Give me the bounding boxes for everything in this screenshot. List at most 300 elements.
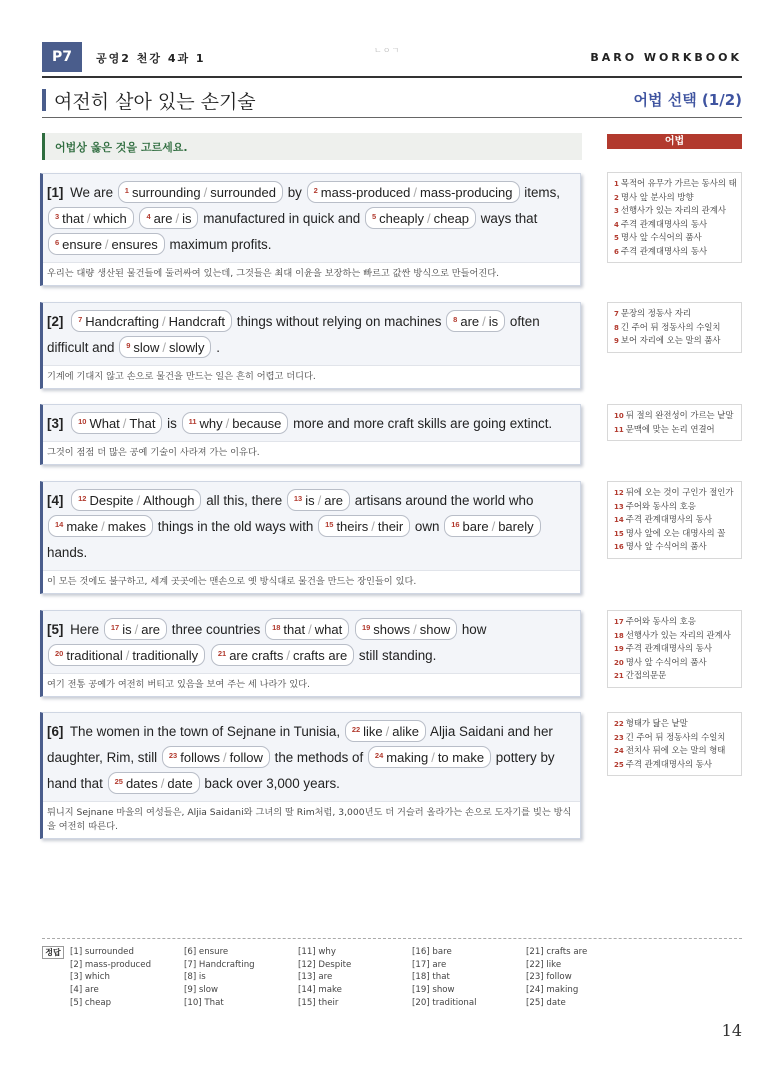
answer-item: [18] that — [412, 972, 450, 983]
sentence-text: three countries — [171, 622, 261, 637]
question-box-2 — [40, 302, 581, 389]
choice-separator: / — [413, 622, 417, 637]
choice-option-a[interactable]: follows — [180, 750, 220, 765]
hint-item — [614, 717, 738, 731]
hint-number: 5 — [614, 234, 619, 242]
answer-item: [13] are — [298, 972, 333, 983]
hint-text: 명사 앞 수식어의 품사 — [620, 232, 702, 242]
section-label: 어법 선택 (1/2) — [633, 91, 742, 109]
sentence-text: is — [167, 416, 177, 431]
choice-pill[interactable] — [307, 181, 520, 203]
hint-item — [614, 204, 738, 218]
sentence-text: all this, there — [206, 493, 283, 508]
choice-option-a[interactable]: theirs — [336, 519, 369, 534]
choice-option-a[interactable]: make — [66, 519, 99, 534]
choice-option-b[interactable]: because — [232, 416, 282, 431]
choice-separator: / — [86, 211, 91, 226]
choice-option-b[interactable]: follow — [229, 750, 263, 765]
choice-pill[interactable] — [368, 746, 491, 768]
choice-separator: / — [225, 416, 230, 431]
hint-item — [614, 656, 738, 670]
question-box-6 — [40, 712, 581, 839]
hint-item — [614, 527, 738, 541]
answer-column-5 — [526, 946, 587, 1010]
choice-number: 15 — [325, 520, 334, 529]
hint-number: 8 — [614, 323, 619, 332]
choice-option-a[interactable]: mass-produced — [320, 185, 411, 200]
choice-pill[interactable] — [182, 412, 289, 434]
hint-item — [614, 513, 738, 527]
hint-item — [614, 321, 738, 335]
choice-option-a[interactable]: surrounding — [131, 185, 201, 200]
choice-option-b[interactable]: makes — [107, 519, 147, 534]
sentence-text: The women in the town of Sejnane in Tunisia, — [69, 724, 341, 739]
choice-option-b[interactable]: are — [141, 622, 161, 637]
instruction-text: 어법상 옳은 것을 고르세요. — [55, 141, 188, 154]
choice-separator: / — [175, 211, 180, 226]
sentence-text: often difficult and — [47, 314, 540, 355]
hint-item — [614, 423, 738, 437]
hint-number: 1 — [614, 180, 619, 188]
choice-option-b[interactable]: crafts are — [293, 648, 348, 663]
hint-item — [614, 191, 738, 205]
sentence-text: manufactured in quick and — [203, 211, 361, 226]
choice-pill[interactable] — [119, 336, 211, 358]
hint-number: 4 — [614, 220, 619, 229]
sentence-text: Here — [70, 622, 100, 637]
hint-text: 주격 관계대명사의 동사 — [625, 758, 712, 769]
choice-pill[interactable] — [104, 618, 167, 640]
hint-item — [614, 540, 738, 554]
choice-number: 22 — [351, 725, 361, 734]
answer-item: [21] crafts are — [526, 947, 588, 957]
answer-label: 정답 — [42, 946, 64, 959]
choice-option-b[interactable]: is — [488, 314, 499, 329]
hint-text: 형태가 닮은 낱말 — [625, 718, 688, 728]
choice-option-a[interactable]: making — [386, 750, 429, 765]
choice-number: 17 — [110, 623, 120, 632]
hint-text: 주격 관계대명사의 동사 — [620, 245, 708, 256]
choice-separator: / — [482, 314, 486, 329]
choice-separator: / — [222, 750, 227, 765]
hint-item — [614, 218, 738, 232]
answer-item: [9] slow — [184, 985, 219, 996]
hint-text: 간접의문문 — [625, 670, 667, 680]
sentence-text: pottery by hand that — [47, 750, 555, 791]
answer-item: [17] are — [412, 959, 447, 970]
title-rule — [42, 117, 742, 118]
choice-number: 8 — [453, 315, 458, 324]
sentence-text: items, — [524, 185, 560, 200]
choice-pill[interactable] — [318, 515, 410, 537]
answer-column-3 — [298, 946, 351, 1010]
choice-separator: / — [122, 416, 127, 431]
choice-number: 23 — [168, 751, 178, 760]
hint-text: 뒤 절의 완전성이 가르는 낱말 — [625, 410, 734, 420]
choice-option-a[interactable]: like — [363, 724, 383, 739]
hint-text: 전치사 뒤에 오는 말의 형태 — [625, 745, 726, 755]
grammar-label: 어법 — [607, 134, 742, 149]
choice-option-b[interactable]: mass-producing — [420, 185, 513, 200]
choice-pill[interactable] — [162, 746, 270, 768]
answer-item: [11] why — [298, 947, 336, 957]
choice-pill[interactable] — [265, 618, 349, 640]
choice-option-b[interactable]: to make — [437, 750, 485, 765]
choice-pill[interactable] — [446, 310, 505, 332]
choice-option-a[interactable]: ensure — [62, 237, 102, 252]
hint-text: 주어와 동사의 호응 — [625, 616, 696, 626]
hint-text: 목적어 유무가 가르는 동사의 태 — [620, 178, 737, 188]
hint-number: 17 — [614, 618, 624, 626]
choice-option-b[interactable]: their — [377, 519, 404, 534]
choice-number: 4 — [146, 212, 151, 221]
hint-text: 명사 앞 수식어의 품사 — [625, 656, 707, 667]
choice-option-a[interactable]: Handcrafting — [85, 314, 159, 329]
course-label: 공영2 천강 4과 1 — [96, 52, 206, 65]
hint-number: 19 — [614, 645, 624, 653]
title-accent — [42, 89, 46, 111]
question-sentence — [43, 482, 580, 570]
choice-option-b[interactable]: barely — [498, 519, 534, 534]
hint-number: 24 — [614, 747, 624, 755]
choice-option-b[interactable]: That — [129, 416, 156, 431]
choice-pill[interactable] — [48, 207, 134, 229]
answer-item: [8] is — [184, 972, 206, 983]
answer-item: [4] are — [70, 985, 99, 996]
korean-translation: 우리는 대량 생산된 물건들에 둘러싸여 있는데, 그것들은 최대 이윤을 보장하는 빠르고 값싼 방식으로 만들어진다. — [43, 262, 580, 285]
choice-option-b[interactable]: surrounded — [210, 185, 276, 200]
choice-option-b[interactable]: ensures — [111, 237, 158, 252]
choice-option-a[interactable]: is — [305, 493, 315, 508]
choice-option-a[interactable]: bare — [462, 519, 489, 534]
hint-box-1 — [607, 172, 742, 263]
hint-number: 20 — [614, 658, 624, 667]
choice-separator: / — [162, 340, 167, 355]
choice-number: 5 — [372, 212, 377, 221]
sentence-text: We are — [70, 185, 114, 200]
choice-number: 9 — [126, 341, 131, 350]
brand-label: BARO WORKBOOK — [590, 51, 742, 64]
answer-item: [10] That — [184, 997, 224, 1008]
hint-text: 명사 앞 분사의 방향 — [620, 191, 694, 202]
korean-translation: 튀니지 Sejnane 마을의 여성들은, Aljia Saidani와 그녀의 딸 Rim처럼, 3,000년도 더 거슬러 올라가는 손으로 도자기를 빚는 방식을 여전히 따른다. — [43, 801, 580, 838]
hint-number: 3 — [614, 207, 619, 215]
hint-box-3 — [607, 404, 742, 441]
choice-option-b[interactable]: traditionally — [132, 648, 199, 663]
question-sentence — [43, 303, 580, 365]
answer-divider — [42, 938, 742, 939]
title-bar — [42, 87, 742, 115]
sentence-text: still standing. — [358, 648, 437, 663]
answer-item: [7] Handcrafting — [184, 959, 255, 970]
sentence-text: . — [216, 340, 220, 355]
choice-pill[interactable] — [211, 644, 354, 666]
sentence-text: hands. — [47, 545, 88, 560]
question-number: [1] — [47, 185, 64, 200]
choice-pill[interactable] — [355, 618, 457, 640]
choice-number: 18 — [272, 623, 281, 632]
hint-number: 2 — [614, 193, 619, 202]
hint-text: 뒤에 오는 것이 구인가 절인가 — [625, 487, 734, 497]
choice-option-a[interactable]: are crafts — [229, 648, 284, 663]
hint-text: 주격 관계대명사의 동사 — [625, 643, 712, 653]
question-sentence — [43, 611, 580, 673]
choice-separator: / — [317, 493, 322, 508]
choice-option-b[interactable]: slowly — [169, 340, 205, 355]
choice-option-b[interactable]: what — [314, 622, 343, 637]
sentence-text: Aljia Saidani and her daughter, Rim, still — [47, 724, 553, 765]
answer-item: [12] Despite — [298, 959, 352, 970]
page-title: 여전히 살아 있는 손기술 — [54, 91, 256, 113]
hint-number: 25 — [614, 760, 624, 769]
hint-item — [614, 744, 738, 758]
choice-option-a[interactable]: that — [62, 211, 84, 226]
question-box-3 — [40, 404, 581, 465]
korean-translation: 여기 전통 공예가 여전히 버티고 있음을 보여 주는 세 나라가 있다. — [43, 673, 580, 696]
hint-box-5 — [607, 610, 742, 688]
hint-text: 문장의 정동사 자리 — [620, 308, 691, 318]
hint-text: 긴 주어 뒤 정동사의 수일치 — [625, 731, 726, 742]
choice-number: 6 — [55, 238, 60, 247]
choice-pill[interactable] — [71, 489, 201, 511]
hint-number: 12 — [614, 489, 624, 497]
choice-pill[interactable] — [118, 181, 283, 203]
sentence-text: by — [287, 185, 302, 200]
instruction-box — [42, 133, 582, 160]
sentence-text: things without relying on machines — [236, 314, 442, 329]
choice-option-a[interactable]: dates — [125, 776, 158, 791]
hint-item — [614, 409, 738, 423]
choice-pill[interactable] — [287, 489, 350, 511]
choice-separator: / — [413, 185, 418, 200]
answer-item: [3] which — [70, 972, 110, 983]
choice-option-b[interactable]: Although — [143, 493, 195, 508]
question-number: [4] — [47, 493, 64, 508]
answer-item: [1] surrounded — [70, 947, 134, 957]
choice-number: 19 — [361, 623, 371, 632]
sentence-text: the methods of — [274, 750, 364, 765]
hint-number: 9 — [614, 337, 619, 345]
choice-pill[interactable] — [444, 515, 540, 537]
choice-number: 3 — [55, 212, 60, 221]
hint-item — [614, 307, 738, 321]
hint-box-6 — [607, 712, 742, 776]
question-box-5 — [40, 610, 581, 697]
choice-separator: / — [125, 648, 130, 663]
hint-item — [614, 245, 738, 259]
hint-text: 선행사가 있는 자리의 관계사 — [620, 205, 726, 215]
hint-text: 문맥에 맞는 논리 연결어 — [625, 423, 715, 434]
page-header — [42, 42, 742, 74]
choice-pill[interactable] — [365, 207, 476, 229]
choice-pill[interactable] — [71, 310, 232, 332]
answer-item: [15] their — [298, 997, 339, 1008]
choice-separator: / — [203, 185, 208, 200]
choice-separator: / — [286, 648, 290, 663]
choice-separator: / — [371, 519, 375, 534]
hint-number: 14 — [614, 516, 624, 524]
question-sentence — [43, 713, 580, 801]
choice-option-b[interactable]: show — [419, 622, 451, 637]
choice-option-a[interactable]: traditional — [66, 648, 123, 663]
hint-text: 명사 앞에 오는 대명사의 꼴 — [625, 527, 726, 538]
hint-item — [614, 629, 738, 643]
hint-number: 13 — [614, 502, 624, 511]
hint-text: 보어 자리에 오는 말의 품사 — [620, 335, 721, 345]
choice-option-a[interactable]: that — [283, 622, 306, 637]
choice-separator: / — [385, 724, 390, 739]
hint-item — [614, 642, 738, 656]
answer-column-2 — [184, 946, 255, 1010]
sentence-text: maximum profits. — [169, 237, 272, 252]
answer-item: [2] mass-produced — [70, 959, 152, 970]
choice-option-b[interactable]: which — [93, 211, 127, 226]
hint-item — [614, 177, 738, 191]
question-number: [2] — [47, 314, 64, 329]
hint-number: 23 — [614, 733, 624, 742]
hint-text: 주격 관계대명사의 동사 — [620, 218, 708, 229]
choice-number: 16 — [451, 520, 460, 529]
answer-column-4 — [412, 946, 477, 1010]
korean-translation: 그것이 점점 더 많은 공예 기술이 사라져 가는 이유다. — [43, 441, 580, 464]
choice-number: 24 — [374, 751, 384, 760]
page-number: 14 — [721, 1021, 742, 1040]
choice-option-b[interactable]: date — [167, 776, 193, 791]
choice-pill[interactable] — [345, 720, 426, 742]
sentence-text: back over 3,000 years. — [204, 776, 340, 791]
question-number: [6] — [47, 724, 64, 739]
hint-text: 긴 주어 뒤 정동사의 수일치 — [620, 321, 721, 332]
sentence-text: ways that — [480, 211, 538, 226]
hint-number: 15 — [614, 529, 624, 538]
hint-item — [614, 758, 738, 772]
answer-item: [14] make — [298, 985, 342, 996]
header-rule — [42, 76, 742, 78]
choice-number: 13 — [293, 494, 303, 503]
choice-option-a[interactable]: Despite — [89, 493, 134, 508]
choice-pill[interactable] — [108, 772, 200, 794]
hint-number: 22 — [614, 720, 624, 728]
choice-number: 10 — [78, 417, 87, 426]
choice-number: 2 — [313, 186, 318, 195]
answer-item: [16] bare — [412, 947, 452, 957]
choice-option-a[interactable]: are — [460, 314, 480, 329]
choice-option-b[interactable]: are — [324, 493, 344, 508]
choice-separator: / — [431, 750, 435, 765]
choice-number: 11 — [188, 417, 197, 426]
answer-item: [23] follow — [526, 972, 572, 983]
choice-option-b[interactable]: cheap — [433, 211, 470, 226]
choice-separator: / — [162, 314, 166, 329]
choice-pill[interactable] — [48, 644, 205, 666]
choice-option-b[interactable]: alike — [392, 724, 420, 739]
hint-number: 18 — [614, 631, 624, 640]
choice-separator: / — [101, 519, 105, 534]
hint-text: 명사 앞 수식어의 품사 — [625, 541, 707, 551]
question-number: [5] — [47, 622, 64, 637]
hint-text: 선행사가 있는 자리의 관계사 — [625, 629, 731, 640]
choice-pill[interactable] — [48, 515, 153, 537]
answer-item: [20] traditional — [412, 997, 477, 1008]
question-sentence — [43, 174, 580, 262]
korean-translation: 이 모든 것에도 불구하고, 세계 곳곳에는 맨손으로 옛 방식대로 물건을 만드는 장인들이 있다. — [43, 570, 580, 593]
hint-item — [614, 615, 738, 629]
logo-mark: ㄴㅇㄱ — [374, 46, 401, 55]
choice-number: 21 — [217, 649, 227, 658]
choice-option-a[interactable]: slow — [133, 340, 160, 355]
page-badge: P7 — [42, 42, 82, 72]
choice-option-b[interactable]: Handcraft — [168, 314, 225, 329]
choice-pill[interactable] — [139, 207, 198, 229]
choice-separator: / — [308, 622, 312, 637]
hint-item — [614, 334, 738, 348]
choice-number: 12 — [78, 494, 87, 503]
choice-option-a[interactable]: why — [199, 416, 223, 431]
hint-number: 10 — [614, 412, 624, 420]
choice-separator: / — [104, 237, 109, 252]
sentence-text: things in the old ways with — [157, 519, 314, 534]
hint-item — [614, 231, 738, 245]
question-number: [3] — [47, 416, 64, 431]
choice-option-a[interactable]: What — [89, 416, 120, 431]
hint-text: 주어와 동사의 호응 — [625, 500, 696, 511]
answer-column-1 — [70, 946, 151, 1010]
choice-option-a[interactable]: are — [153, 211, 173, 226]
answer-item: [22] like — [526, 959, 562, 970]
choice-number: 14 — [55, 520, 64, 529]
hint-number: 16 — [614, 543, 624, 551]
choice-number: 20 — [55, 649, 64, 658]
sentence-text: more and more craft skills are going extinct. — [293, 416, 553, 431]
question-box-1 — [40, 173, 581, 286]
choice-separator: / — [136, 493, 141, 508]
answer-item: [25] date — [526, 997, 566, 1008]
hint-box-2 — [607, 302, 742, 353]
choice-option-a[interactable]: cheaply — [379, 211, 424, 226]
answer-item: [6] ensure — [184, 947, 229, 957]
hint-number: 7 — [614, 310, 619, 318]
choice-number: 7 — [78, 315, 83, 324]
choice-separator: / — [160, 776, 165, 791]
choice-option-b[interactable]: is — [182, 211, 192, 226]
hint-text: 주격 관계대명사의 동사 — [625, 514, 712, 524]
choice-separator: / — [491, 519, 496, 534]
answer-item: [24] making — [526, 985, 579, 996]
answer-item: [19] show — [412, 985, 455, 996]
hint-item — [614, 500, 738, 514]
question-box-4 — [40, 481, 581, 594]
choice-number: 25 — [114, 777, 123, 786]
choice-pill[interactable] — [71, 412, 162, 434]
question-sentence — [43, 405, 580, 441]
sentence-text: own — [414, 519, 440, 534]
choice-number: 1 — [124, 186, 129, 195]
sentence-text: artisans around the world who — [354, 493, 534, 508]
hint-number: 21 — [614, 672, 624, 680]
choice-separator: / — [426, 211, 431, 226]
choice-pill[interactable] — [48, 233, 165, 255]
hint-number: 6 — [614, 247, 619, 256]
sentence-text: how — [461, 622, 487, 637]
hint-box-4 — [607, 481, 742, 559]
choice-option-a[interactable]: shows — [373, 622, 411, 637]
hint-number: 11 — [614, 425, 624, 434]
hint-item — [614, 731, 738, 745]
answer-item: [5] cheap — [70, 997, 112, 1008]
hint-item — [614, 669, 738, 683]
korean-translation: 기계에 기대지 않고 손으로 물건을 만드는 일은 흔히 어렵고 더디다. — [43, 365, 580, 388]
choice-option-a[interactable]: is — [122, 622, 132, 637]
